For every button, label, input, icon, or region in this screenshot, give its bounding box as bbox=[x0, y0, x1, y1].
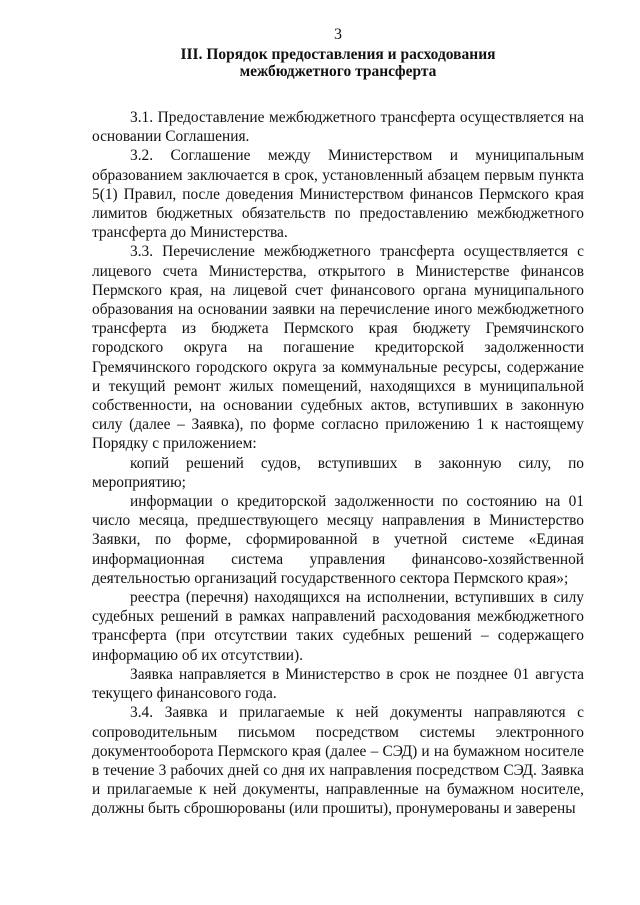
paragraph-3-1: 3.1. Предоставление межбюджетного трансферта осуществляется на основании Соглашения. bbox=[92, 109, 584, 146]
paragraph-3-2: 3.2. Соглашение между Министерством и муниципальным образованием заключается в срок, установленный абзацем первым пункта 5(1) Правил, после доведения Министерством финансов Пермского края лимитов бюджетных обязательств по предоставлению межбюджетного трансферта до Министерства. bbox=[92, 147, 584, 242]
attachment-court-decisions: копий решений судов, вступивших в законную силу, по мероприятию; bbox=[92, 454, 584, 491]
paragraph-3-3: 3.3. Перечисление межбюджетного трансферта осуществляется с лицевого счета Министерства, открытого в Министерстве финансов Пермского края, на лицевой счет финансового органа муниципального образования на основании заявки на перечисление иного межбюджетного трансферта из бюджета Пермского края бюджету Гремячинского городского округа на погашение кредиторской задолженности Гремячинского городского округа за коммунальные ресурсы, содержание и текущий ремонт жилых помещений, находящихся в муниципальной собственности, на основании судебных актов, вступивших в законную силу (далее – Заявка), по форме согласно приложению 1 к настоящему Порядку с приложением: bbox=[92, 243, 584, 453]
section-title bbox=[92, 46, 584, 80]
attachment-debt-information: информации о кредиторской задолженности по состоянию на 01 число месяца, предшествующего месяцу направления в Министерство Заявки, по форме, сформированной в учетной системе «Единая информационная система управления финансово-хозяйственной деятельностью организаций государственного сектора Пермского края»; bbox=[92, 493, 584, 587]
section-title-line-2: межбюджетного трансферта bbox=[239, 63, 437, 80]
paragraph-3-4: 3.4. Заявка и прилагаемые к ней документы направляются с сопроводительным письмом посредством системы электронного документооборота Пермского края (далее – СЭД) и на бумажном носителе в течение 3 рабочих дней со дня их направления посредством СЭД. Заявка и прилагаемые к ней документы, направленные на бумажном носителе, должны быть сброшюрованы (или прошиты), пронумерованы и заверены bbox=[92, 704, 584, 818]
section-title-line-1: III. Порядок предоставления и расходования bbox=[180, 46, 496, 63]
paragraph-deadline: Заявка направляется в Министерство в срок не позднее 01 августа текущего финансового года. bbox=[92, 665, 584, 703]
body-text bbox=[92, 108, 584, 819]
attachment-registry: реестра (перечня) находящихся на исполнении, вступивших в силу судебных решений в рамках направлений расходования межбюджетного трансферта (при отсутствии таких судебных решений – содержащего информацию об их отсутствии). bbox=[92, 589, 584, 664]
page-number: 3 bbox=[334, 26, 342, 43]
